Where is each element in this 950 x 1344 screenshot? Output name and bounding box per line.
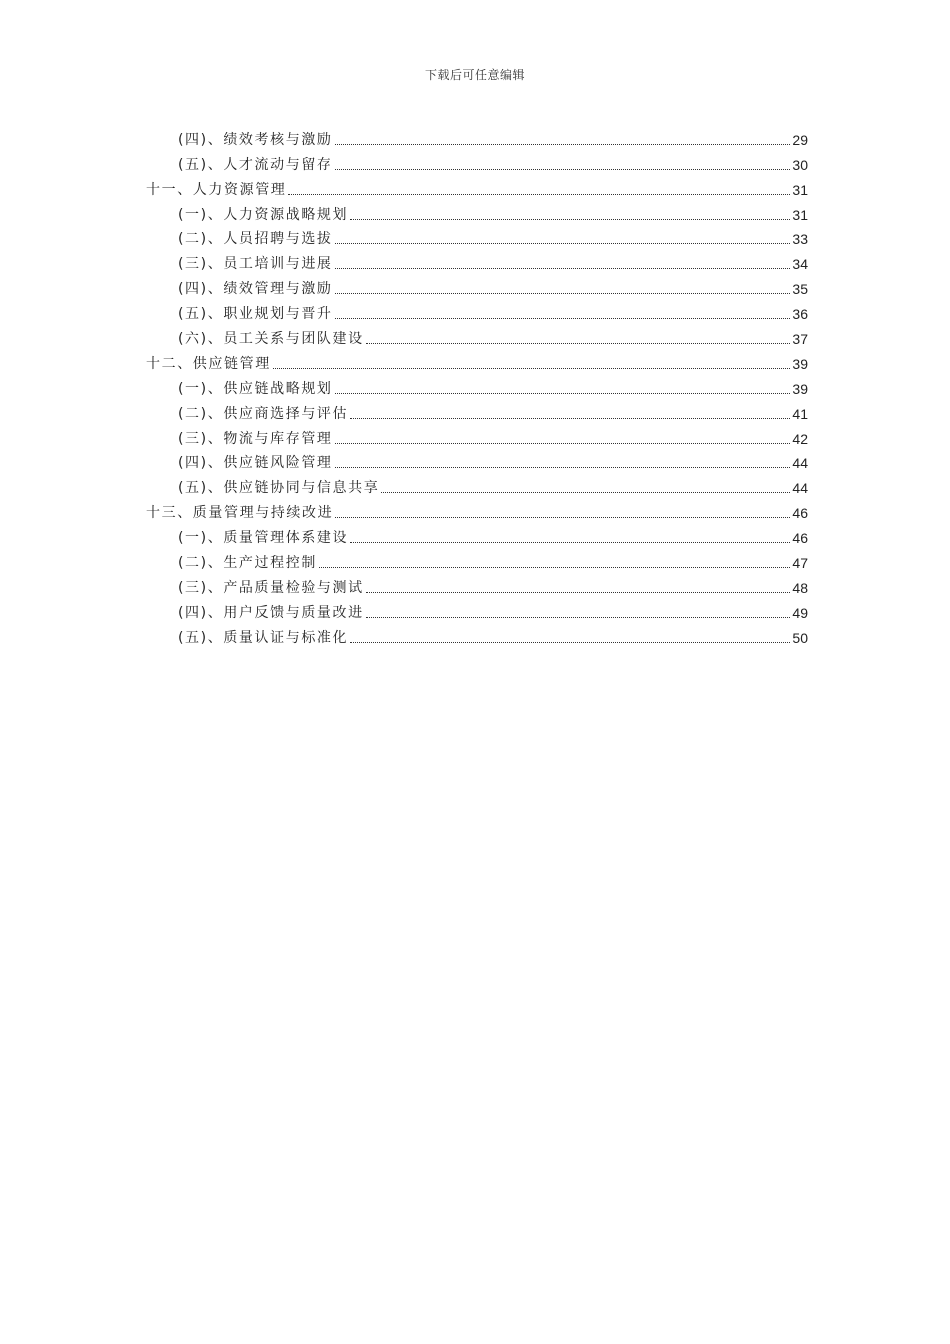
toc-entry-title: (五)、职业规划与晋升 (178, 306, 333, 323)
toc-entry-page-number: 44 (792, 480, 808, 497)
toc-entry[interactable] (146, 398, 808, 423)
toc-dot-leader (366, 617, 791, 618)
toc-dot-leader (350, 542, 790, 543)
toc-entry-title: (五)、供应链协同与信息共享 (178, 480, 380, 497)
toc-entry-page-number: 49 (792, 604, 808, 621)
toc-entry[interactable] (146, 572, 808, 597)
toc-dot-leader (350, 219, 790, 220)
toc-entry-title: (二)、人员招聘与选拔 (178, 231, 333, 248)
toc-dot-leader (335, 318, 791, 319)
toc-dot-leader (335, 169, 791, 170)
toc-dot-leader (288, 194, 790, 195)
page-header: 下载后可任意编辑 (424, 68, 525, 82)
toc-dot-leader (335, 443, 791, 444)
toc-entry-page-number: 35 (792, 281, 808, 298)
toc-entry-page-number: 46 (792, 530, 808, 547)
toc-entry-title: (五)、人才流动与留存 (178, 156, 333, 173)
toc-dot-leader (319, 567, 790, 568)
toc-entry-page-number: 31 (792, 206, 808, 223)
toc-entry-title: 十三、质量管理与持续改进 (146, 505, 334, 522)
toc-entry-title: 十一、人力资源管理 (146, 181, 287, 198)
toc-entry-page-number: 50 (792, 629, 808, 646)
toc-entry-title: (一)、人力资源战略规划 (178, 206, 349, 223)
toc-entry-title: (六)、员工关系与团队建设 (178, 331, 364, 348)
toc-dot-leader (273, 368, 791, 369)
toc-entry[interactable] (146, 174, 808, 199)
toc-entry[interactable] (146, 124, 808, 149)
toc-entry[interactable] (146, 224, 808, 249)
toc-entry-title: (三)、物流与库存管理 (178, 430, 333, 447)
toc-entry[interactable] (146, 149, 808, 174)
toc-entry[interactable] (146, 522, 808, 547)
toc-dot-leader (335, 517, 790, 518)
toc-entry[interactable] (146, 323, 808, 348)
toc-entry-page-number: 41 (792, 405, 808, 422)
toc-entry-title: 十二、供应链管理 (146, 355, 271, 372)
toc-entry[interactable] (146, 597, 808, 622)
toc-entry-page-number: 48 (792, 579, 808, 596)
toc-entry-title: (三)、产品质量检验与测试 (178, 579, 364, 596)
toc-entry[interactable] (146, 423, 808, 448)
toc-entry[interactable] (146, 248, 808, 273)
toc-entry[interactable] (146, 273, 808, 298)
toc-entry[interactable] (146, 622, 808, 647)
toc-entry[interactable] (146, 298, 808, 323)
toc-entry-page-number: 31 (792, 181, 808, 198)
toc-dot-leader (366, 343, 791, 344)
toc-entry-page-number: 44 (792, 455, 808, 472)
toc-entry-title: (二)、供应商选择与评估 (178, 405, 349, 422)
toc-entry-page-number: 39 (792, 355, 808, 372)
toc-entry-page-number: 39 (792, 380, 808, 397)
toc-dot-leader (350, 642, 790, 643)
toc-dot-leader (335, 293, 791, 294)
toc-entry-page-number: 29 (792, 131, 808, 148)
toc-entry-page-number: 30 (792, 156, 808, 173)
toc-dot-leader (335, 243, 791, 244)
toc-entry-page-number: 47 (792, 555, 808, 572)
toc-entry-page-number: 33 (792, 231, 808, 248)
toc-dot-leader (335, 268, 791, 269)
toc-entry-page-number: 42 (792, 430, 808, 447)
toc-entry-title: (一)、质量管理体系建设 (178, 530, 349, 547)
toc-entry-page-number: 46 (792, 505, 808, 522)
toc-entry[interactable] (146, 199, 808, 224)
toc-entry-page-number: 34 (792, 256, 808, 273)
toc-entry-title: (三)、员工培训与进展 (178, 256, 333, 273)
toc-entry-title: (四)、绩效管理与激励 (178, 281, 333, 298)
toc-entry-title: (五)、质量认证与标准化 (178, 629, 349, 646)
toc-entry-title: (四)、用户反馈与质量改进 (178, 604, 364, 621)
toc-entry-title: (四)、供应链风险管理 (178, 455, 333, 472)
toc-dot-leader (335, 144, 791, 145)
toc-dot-leader (366, 592, 791, 593)
toc-entry-title: (四)、绩效考核与激励 (178, 131, 333, 148)
toc-entry[interactable] (146, 373, 808, 398)
toc-entry[interactable] (146, 497, 808, 522)
table-of-contents (146, 124, 808, 647)
toc-entry[interactable] (146, 448, 808, 473)
toc-dot-leader (350, 418, 790, 419)
toc-entry-title: (二)、生产过程控制 (178, 555, 317, 572)
toc-entry[interactable] (146, 348, 808, 373)
toc-entry-page-number: 36 (792, 306, 808, 323)
toc-dot-leader (381, 492, 790, 493)
toc-entry[interactable] (146, 547, 808, 572)
toc-entry[interactable] (146, 472, 808, 497)
toc-dot-leader (335, 393, 791, 394)
toc-entry-title: (一)、供应链战略规划 (178, 380, 333, 397)
toc-entry-page-number: 37 (792, 331, 808, 348)
toc-dot-leader (335, 467, 791, 468)
